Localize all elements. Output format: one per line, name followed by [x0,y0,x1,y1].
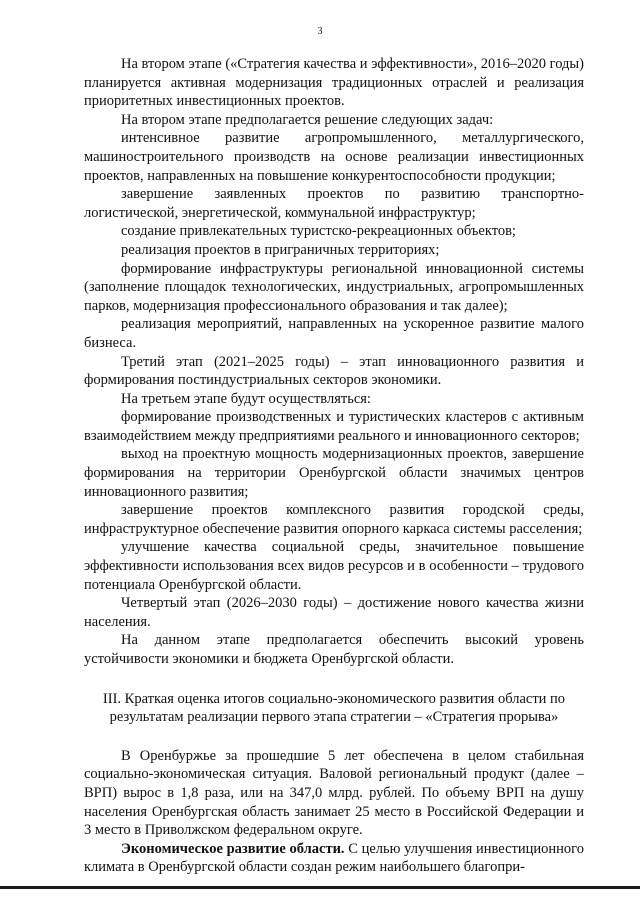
paragraph: завершение заявленных проектов по развитию транспортно-логистической, энергетической, коммунальной инфраструктур; [84,186,584,221]
paragraph: В Оренбуржье за прошедшие 5 лет обеспечена в целом стабильная социально-экономическая ситуация. Валовой региональный продукт (далее – ВРП) вырос в 1,8 раза, или на 347,0 млрд. рублей. По объему ВРП на душу населения Оренбургская область занимает 25 место в Российской Федерации и 3 место в Приволжском федеральном округе. [84,747,584,839]
section-heading [84,690,584,727]
paragraph: улучшение качества социальной среды, значительное повышение эффективности использования всех видов ресурсов и в особенности – трудового потенциала Оренбургской области. [84,539,584,593]
document-body [84,55,584,877]
paragraph: На данном этапе предполагается обеспечить высокий уровень устойчивости экономики и бюджета Оренбургской области. [84,632,584,667]
bottom-rule [0,886,640,889]
paragraph-rest: С целью улучшения инвестиционного климата в Оренбургской области создан режим наибольшего благопри- [84,840,585,876]
paragraph: На третьем этапе будут осуществляться: [121,390,371,407]
paragraph: завершение проектов комплексного развития городской среды, инфраструктурное обеспечение развития опорного каркаса системы расселения; [84,502,584,537]
paragraph: реализация проектов в приграничных территориях; [121,241,440,258]
paragraph: создание привлекательных туристско-рекреационных объектов; [121,223,516,240]
section-heading-line: III. Краткая оценка итогов социально-экономического развития области по [102,690,566,707]
section-heading-line: результатам реализации первого этапа стратегии – «Стратегия прорыва» [109,709,559,726]
paragraph: Третий этап (2021–2025 годы) – этап инновационного развития и формирования постиндустриальных секторов экономики. [84,353,584,389]
paragraph: Четвертый этап (2026–2030 годы) – достижение нового качества жизни населения. [84,595,584,630]
paragraph: формирование производственных и туристических кластеров с активным взаимодействием между предприятиями реального и инновационного секторов; [84,409,584,444]
paragraph: реализация мероприятий, направленных на ускоренное развитие малого бизнеса. [84,316,584,351]
bold-lead: Экономическое развитие области. [121,840,345,857]
paragraph: интенсивное развитие агропромышленного, металлургического, машиностроительного производств на основе реализации инвестиционных проектов, направленных на повышение конкурентоспособности продукции; [84,130,584,184]
paragraph: На втором этапе («Стратегия качества и эффективности», 2016–2020 годы) планируется активная модернизация традиционных отраслей и реализация приоритетных инвестиционных проектов. [84,56,584,110]
paragraph: формирование инфраструктуры региональной инновационной системы (заполнение площадок технологических, индустриальных, агропромышленных парков, модернизация профессионального образования и так далее); [84,260,584,314]
paragraph: выход на проектную мощность модернизационных проектов, завершение формирования на территории Оренбургской области значимых центров инновационного развития; [84,446,584,500]
page-number: 3 [317,26,323,37]
paragraph-economic-development [84,840,584,877]
paragraph: На втором этапе предполагается решение следующих задач: [121,111,494,128]
